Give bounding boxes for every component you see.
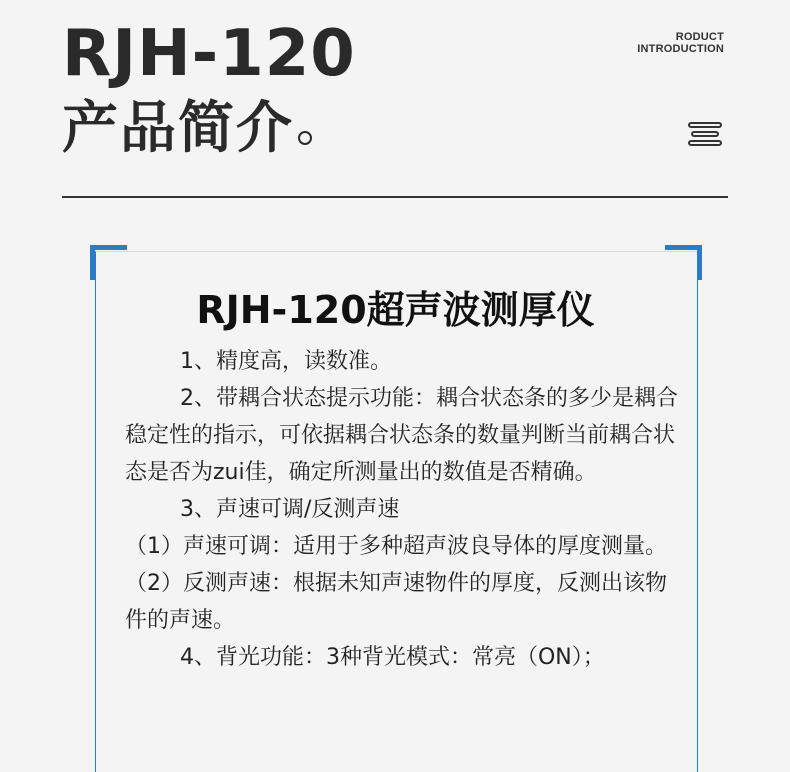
paragraph-precision: 1、精度高，读数准。 xyxy=(180,349,392,374)
product-introduction-label xyxy=(637,31,724,55)
model-title: RJH-120 xyxy=(62,17,356,91)
card-title: RJH-120超声波测厚仪 xyxy=(196,288,595,332)
product-intro-heading xyxy=(62,98,312,160)
header-divider xyxy=(62,196,728,198)
paragraph-backlight: 4、背光功能：3种背光模式：常亮（ON）； xyxy=(180,645,605,670)
menu-bar xyxy=(688,122,722,128)
paragraph-coupling: 2、带耦合状态提示功能：耦合状态条的多少是耦合稳定性的指示，可依据耦合状态条的数量判断当前耦合状态是否为zui佳，确定所测量出的数值是否精确。 xyxy=(125,386,678,485)
product-intro-text: 产品简介 xyxy=(62,96,294,161)
menu-bar xyxy=(691,131,719,137)
card-corner-top-right xyxy=(665,245,702,280)
card-corner-top-left xyxy=(90,245,127,280)
menu-icon[interactable] xyxy=(688,122,722,152)
period-mark xyxy=(298,131,312,145)
paragraph-reverse-velocity: （2）反测声速：根据未知声速物件的厚度，反测出该物件的声速。 xyxy=(125,571,667,633)
label-line-2: INTRODUCTION xyxy=(637,43,724,55)
card-content xyxy=(125,343,685,676)
paragraph-velocity-adjustable: （1）声速可调：适用于多种超声波良导体的厚度测量。 xyxy=(125,534,667,559)
label-line-1: RODUCT xyxy=(675,31,724,43)
menu-bar xyxy=(688,140,722,146)
paragraph-sound-velocity: 3、声速可调/反测声速 xyxy=(180,497,400,522)
